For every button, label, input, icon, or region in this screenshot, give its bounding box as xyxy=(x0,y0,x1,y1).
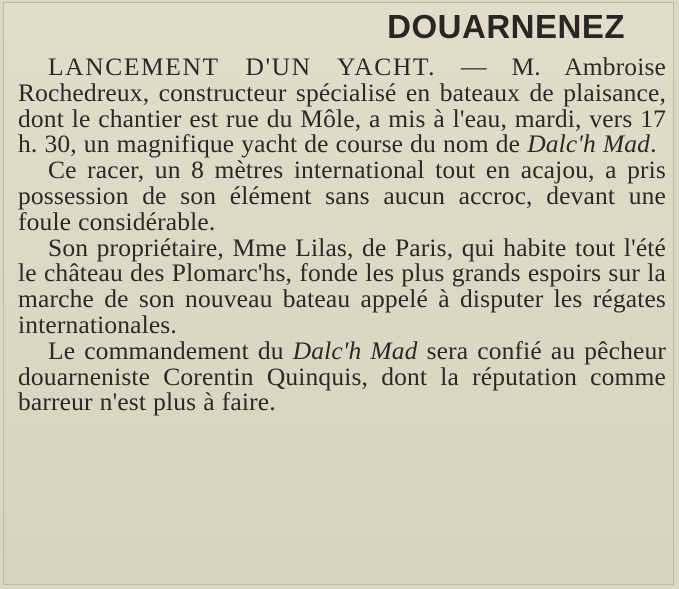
paragraph-text: sera confié au pêcheur douarneniste Corentin Quinquis, dont la réputation comme barreur n'est plus à faire. xyxy=(18,335,667,417)
paragraph-racer: Ce racer, un 8 mètres international tout en acajou, a pris possession de son élément sans aucun accroc, devant une foule considérable. xyxy=(18,155,666,236)
paragraph-text: Le commandement du xyxy=(48,335,293,365)
article-body xyxy=(18,54,666,415)
paragraph-owner: Son propriétaire, Mme Lilas, de Paris, qui habite tout l'été le château des Plomarc'hs, fonde les plus grands espoirs sur la marche de son nouveau bateau appelé à disputer les régates internationales. xyxy=(18,232,666,339)
article-heading: DOUARNENEZ xyxy=(387,8,625,45)
paragraph-command xyxy=(18,335,667,417)
yacht-name: Dalc'h Mad xyxy=(292,335,418,365)
paragraph-launch xyxy=(18,54,666,157)
yacht-name: Dalc'h Mad xyxy=(527,129,651,159)
paragraph-lead: LANCEMENT D'UN YACHT. xyxy=(48,52,437,81)
newspaper-clipping xyxy=(3,2,674,585)
paragraph-text: . xyxy=(650,129,657,159)
paragraph-text: — M. Ambroise Rochedreux, constructeur spécialisé en bateaux de plaisance, dont le chantier est rue du Môle, a mis à l'eau, mardi, vers 17 h. 30, un magnifique yacht de course du nom de xyxy=(18,52,666,159)
